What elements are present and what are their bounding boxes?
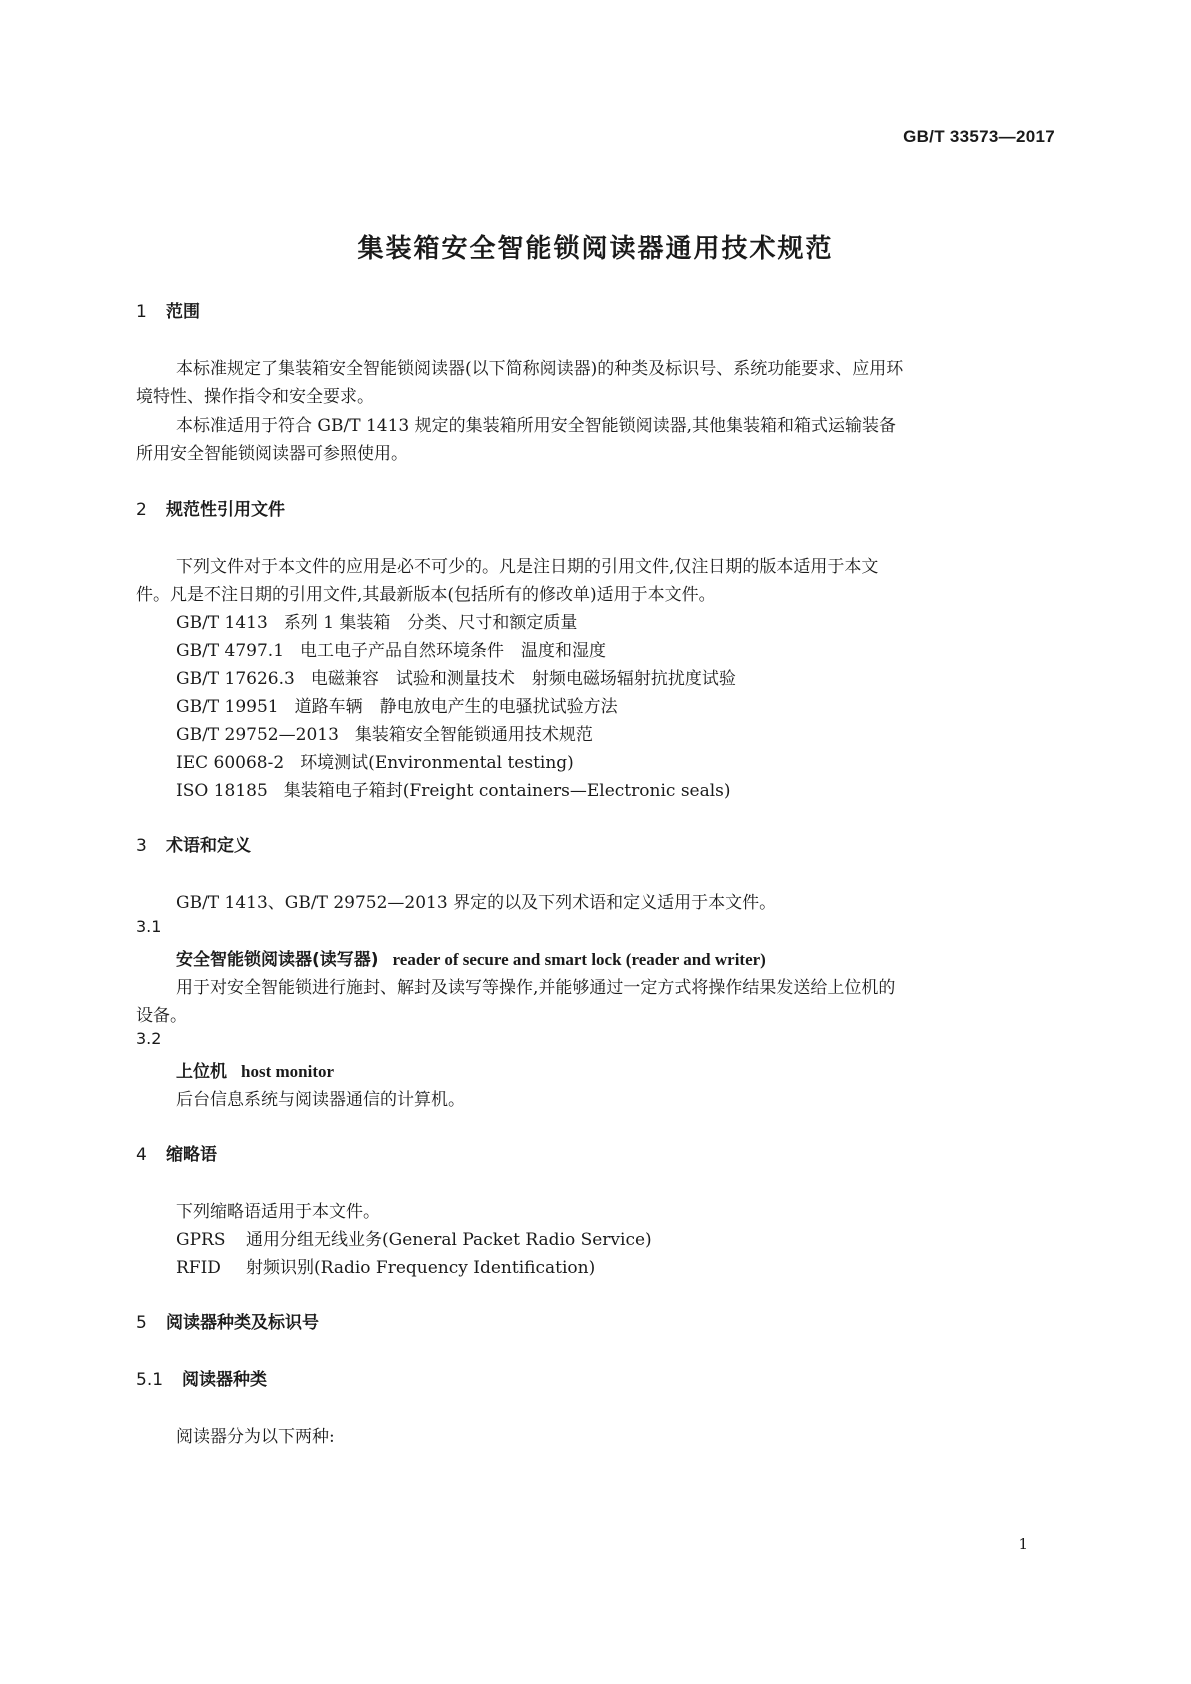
- section-title: 缩略语: [166, 1145, 217, 1165]
- reference-title: 系列 1 集装箱 分类、尺寸和额定质量: [283, 613, 578, 633]
- section-number: 5: [136, 1313, 147, 1333]
- paragraph-line: 下列文件对于本文件的应用是必不可少的。凡是注日期的引用文件,仅注日期的版本适用于本文: [176, 557, 879, 577]
- reference-code: GB/T 4797.1: [176, 641, 285, 661]
- definition-line: 设备。: [136, 1006, 187, 1026]
- reference-title: 集装箱安全智能锁通用技术规范: [354, 725, 593, 745]
- paragraph-line: 下列缩略语适用于本文件。: [176, 1202, 380, 1222]
- term-entry: [176, 945, 766, 970]
- abbreviation-code: RFID: [176, 1258, 221, 1278]
- reference-code: GB/T 19951: [176, 697, 279, 717]
- reference-code: ISO 18185: [176, 781, 268, 801]
- reference-item: [176, 720, 593, 745]
- section-number: 3: [136, 836, 147, 856]
- subsection-5-1-heading: [136, 1365, 267, 1390]
- subsection-number: 5.1: [136, 1370, 164, 1390]
- reference-item: [176, 608, 577, 633]
- section-title: 术语和定义: [166, 836, 251, 856]
- section-title: 范围: [166, 302, 200, 322]
- section-number: 1: [136, 302, 147, 322]
- reference-item: [176, 692, 618, 717]
- paragraph-line: 阅读器分为以下两种:: [176, 1427, 335, 1447]
- section-4-heading: [136, 1140, 217, 1165]
- definition-line: 用于对安全智能锁进行施封、解封及读写等操作,并能够通过一定方式将操作结果发送给上位机的: [176, 978, 896, 998]
- abbreviation-meaning: 射频识别(Radio Frequency Identification): [246, 1258, 596, 1278]
- clause-number: 3.1: [136, 917, 162, 936]
- term-english: reader of secure and smart lock (reader and writer): [392, 950, 766, 969]
- reference-item: [176, 748, 574, 773]
- abbreviation-item: [176, 1225, 652, 1250]
- section-title: 阅读器种类及标识号: [166, 1313, 319, 1333]
- reference-title: 集装箱电子箱封(Freight containers—Electronic seals): [283, 781, 731, 801]
- reference-code: GB/T 29752—2013: [176, 725, 339, 745]
- section-3-heading: [136, 831, 251, 856]
- term-english: host monitor: [241, 1062, 335, 1081]
- standard-number: GB/T 33573—2017: [903, 127, 1055, 146]
- abbreviation-item: [176, 1253, 595, 1278]
- reference-item: [176, 636, 606, 661]
- term-chinese: 上位机: [176, 1062, 227, 1082]
- paragraph-line: 件。凡是不注日期的引用文件,其最新版本(包括所有的修改单)适用于本文件。: [136, 585, 716, 605]
- reference-title: 电磁兼容 试验和测量技术 射频电磁场辐射抗扰度试验: [310, 669, 736, 689]
- section-2-heading: [136, 495, 285, 520]
- paragraph-line: 境特性、操作指令和安全要求。: [136, 387, 374, 407]
- reference-code: IEC 60068-2: [176, 753, 285, 773]
- document-title: 集装箱安全智能锁阅读器通用技术规范: [357, 234, 834, 264]
- term-entry: [176, 1057, 334, 1082]
- reference-item: [176, 664, 736, 689]
- paragraph-line: 本标准规定了集装箱安全智能锁阅读器(以下简称阅读器)的种类及标识号、系统功能要求、应用环: [176, 359, 904, 379]
- paragraph-line: 所用安全智能锁阅读器可参照使用。: [136, 444, 408, 464]
- definition-line: 后台信息系统与阅读器通信的计算机。: [176, 1090, 465, 1110]
- subsection-title: 阅读器种类: [182, 1370, 267, 1390]
- section-title: 规范性引用文件: [166, 500, 285, 520]
- reference-item: [176, 776, 731, 801]
- reference-code: GB/T 17626.3: [176, 669, 295, 689]
- reference-title: 环境测试(Environmental testing): [300, 753, 574, 773]
- reference-title: 道路车辆 静电放电产生的电骚扰试验方法: [294, 697, 618, 717]
- section-5-heading: [136, 1308, 319, 1333]
- abbreviation-code: GPRS: [176, 1230, 226, 1250]
- term-chinese: 安全智能锁阅读器(读写器): [176, 950, 379, 970]
- paragraph-line: GB/T 1413、GB/T 29752—2013 界定的以及下列术语和定义适用于本文件。: [176, 893, 777, 913]
- clause-number: 3.2: [136, 1029, 162, 1048]
- section-number: 2: [136, 500, 147, 520]
- abbreviation-meaning: 通用分组无线业务(General Packet Radio Service): [246, 1230, 652, 1250]
- section-number: 4: [136, 1145, 147, 1165]
- section-1-heading: [136, 297, 200, 322]
- reference-title: 电工电子产品自然环境条件 温度和湿度: [300, 641, 607, 661]
- reference-code: GB/T 1413: [176, 613, 268, 633]
- paragraph-line: 本标准适用于符合 GB/T 1413 规定的集装箱所用安全智能锁阅读器,其他集装箱和箱式运输装备: [176, 416, 897, 436]
- page-number: 1: [1018, 1535, 1028, 1553]
